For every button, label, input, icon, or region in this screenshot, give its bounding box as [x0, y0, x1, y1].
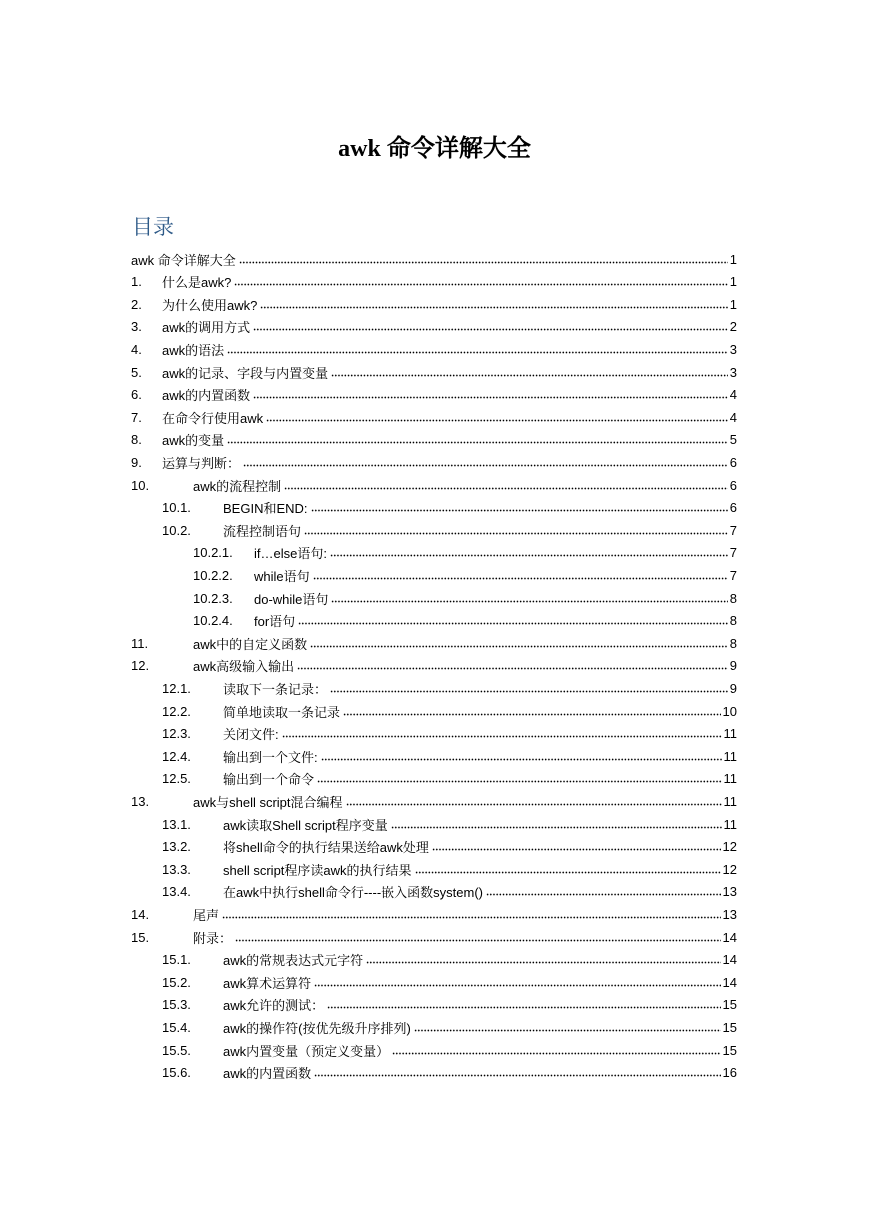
toc-entry-number: 13.3.	[162, 861, 191, 877]
toc-entry[interactable]	[131, 677, 737, 699]
toc-entry-label: awk的常规表达式元字符	[223, 953, 364, 969]
toc-dot-leader	[239, 261, 728, 264]
toc-entry-number: 3.	[131, 319, 142, 335]
toc-entry-label: BEGIN和END:	[223, 501, 308, 517]
toc-entry[interactable]	[131, 519, 737, 541]
toc-entry-label: 读取下一条记录：	[223, 681, 328, 697]
toc-entry[interactable]	[131, 971, 737, 993]
toc-entry[interactable]	[131, 745, 737, 767]
toc-entry[interactable]	[131, 813, 737, 835]
toc-entry-number: 10.	[131, 477, 150, 493]
toc-entry-label: awk中的自定义函数	[193, 636, 308, 652]
toc-entry-number: 10.2.4.	[193, 613, 233, 629]
toc-dot-leader	[298, 622, 728, 625]
toc-dot-leader	[343, 713, 721, 716]
toc-entry-label: 在awk中执行shell命令行----嵌入函数system()	[223, 885, 484, 901]
toc-entry-number: 15.5.	[162, 1042, 191, 1058]
toc-page-number: 13	[722, 884, 737, 900]
toc-entry[interactable]	[131, 361, 737, 383]
toc-dot-leader	[253, 328, 728, 331]
toc-entry[interactable]	[131, 836, 737, 858]
toc-entry[interactable]	[131, 790, 737, 812]
toc-entry-number: 13.4.	[162, 884, 191, 900]
toc-entry-label: awk高级输入输出	[193, 659, 295, 675]
toc-entry-number: 13.2.	[162, 839, 191, 855]
toc-dot-leader	[313, 577, 728, 580]
toc-entry-label: 在命令行使用awk	[162, 410, 264, 426]
toc-page-number: 1	[729, 274, 737, 290]
toc-entry-number: 4.	[131, 341, 142, 357]
toc-entry-number: 15.1.	[162, 952, 191, 968]
toc-dot-leader	[227, 441, 728, 444]
toc-entry-number: 9.	[131, 454, 142, 470]
toc-entry-number: 12.	[131, 658, 150, 674]
toc-entry[interactable]	[131, 858, 737, 880]
toc-entry[interactable]	[131, 768, 737, 790]
toc-entry-label: awk的流程控制	[193, 478, 282, 494]
toc-dot-leader	[331, 374, 728, 377]
toc-entry-number: 13.1.	[162, 816, 191, 832]
toc-dot-leader	[432, 848, 721, 851]
toc-entry-number: 2.	[131, 296, 142, 312]
toc-entry-label: awk的变量	[162, 433, 225, 449]
toc-entry-label: 为什么使用awk?	[162, 297, 258, 313]
toc-entry[interactable]	[131, 610, 737, 632]
toc-page-number: 1	[729, 296, 737, 312]
toc-entry[interactable]	[131, 293, 737, 315]
toc-dot-leader	[486, 893, 721, 896]
toc-page-number: 7	[729, 567, 737, 583]
toc-page-number: 11	[723, 748, 737, 764]
toc-page-number: 11	[723, 816, 737, 832]
toc-dot-leader	[243, 464, 728, 467]
toc-dot-leader	[317, 780, 721, 783]
toc-dot-leader	[330, 690, 728, 693]
toc-page-number: 14	[722, 952, 737, 968]
toc-dot-leader	[304, 532, 728, 535]
toc-entry[interactable]	[131, 903, 737, 925]
toc-page-number: 15	[722, 997, 737, 1013]
toc-page-number: 3	[729, 364, 737, 380]
toc-entry-label: 将shell命令的执行结果送给awk处理	[223, 840, 429, 856]
toc-entry-label: awk的内置函数	[223, 1066, 312, 1082]
toc-dot-leader	[235, 939, 721, 942]
toc-page-number: 8	[729, 635, 737, 651]
toc-page-number: 12	[722, 861, 737, 877]
toc-dot-leader	[282, 735, 722, 738]
toc-entry-number: 11.	[131, 635, 149, 651]
toc-entry-label: while语句	[254, 568, 310, 584]
toc-entry-label: 简单地读取一条记录	[223, 704, 341, 720]
toc-entry-label: 流程控制语句	[223, 523, 302, 539]
toc-dot-leader	[266, 419, 728, 422]
toc-page-number: 15	[722, 1042, 737, 1058]
toc-entry[interactable]	[131, 384, 737, 406]
toc-page-number: 8	[729, 613, 737, 629]
toc-dot-leader	[321, 758, 722, 761]
toc-entry[interactable]	[131, 1016, 737, 1038]
toc-entry[interactable]	[131, 248, 737, 270]
toc-entry-label: awk的操作符(按优先级升序排列)	[223, 1020, 411, 1036]
toc-entry[interactable]	[131, 474, 737, 496]
toc-entry-number: 12.2.	[162, 703, 191, 719]
toc-dot-leader	[310, 645, 728, 648]
toc-entry[interactable]	[131, 994, 737, 1016]
toc-entry[interactable]	[131, 881, 737, 903]
toc-entry[interactable]	[131, 451, 737, 473]
toc-dot-leader	[260, 306, 727, 309]
toc-entry-number: 10.2.2.	[193, 567, 233, 583]
toc-page-number: 7	[729, 545, 737, 561]
toc-page-number: 7	[729, 522, 737, 538]
toc-page-number: 1	[729, 251, 737, 267]
toc-entry-label: awk的调用方式	[162, 320, 251, 336]
toc-entry[interactable]	[131, 926, 737, 948]
toc-page-number: 5	[729, 432, 737, 448]
toc-entry-number: 10.2.1.	[193, 545, 233, 561]
toc-entry-label: 关闭文件:	[223, 727, 279, 743]
toc-dot-leader	[297, 667, 728, 670]
toc-entry-label: awk内置变量（预定义变量）	[223, 1043, 390, 1059]
toc-entry[interactable]	[131, 271, 737, 293]
toc-entry[interactable]	[131, 700, 737, 722]
toc-page-number: 11	[723, 793, 737, 809]
toc-entry-label: shell script程序读awk的执行结果	[223, 862, 412, 878]
toc-entry[interactable]	[131, 655, 737, 677]
toc-dot-leader	[330, 554, 728, 557]
toc-page-number: 11	[723, 726, 737, 742]
toc-page-number: 6	[729, 477, 737, 493]
toc-entry-label: awk允许的测试：	[223, 998, 325, 1014]
toc-dot-leader	[366, 961, 720, 964]
toc-entry-label: if…else语句:	[254, 546, 327, 562]
toc-dot-leader	[415, 871, 721, 874]
toc-page-number: 6	[729, 454, 737, 470]
toc-entry-label: 运算与判断：	[162, 455, 241, 471]
toc-page-number: 13	[722, 906, 737, 922]
toc-entry[interactable]	[131, 406, 737, 428]
toc-entry-label: awk的记录、字段与内置变量	[162, 365, 329, 381]
toc-entry-label: awk的内置函数	[162, 388, 251, 404]
toc-dot-leader	[392, 1052, 720, 1055]
toc-entry-label: 输出到一个命令	[223, 772, 315, 788]
toc-page-number: 4	[729, 387, 737, 403]
toc-dot-leader	[346, 803, 722, 806]
toc-entry[interactable]	[131, 429, 737, 451]
toc-entry[interactable]	[131, 316, 737, 338]
toc-entry-number: 12.4.	[162, 748, 191, 764]
toc-dot-leader	[331, 600, 727, 603]
toc-dot-leader	[391, 826, 722, 829]
toc-entry-label: 输出到一个文件:	[223, 749, 318, 765]
toc-dot-leader	[234, 283, 727, 286]
toc-dot-leader	[227, 351, 728, 354]
toc-entry-number: 10.1.	[162, 500, 191, 516]
toc-page-number: 2	[729, 319, 737, 335]
toc-entry-number: 10.2.3.	[193, 590, 233, 606]
toc-entry-label: for语句	[254, 614, 296, 630]
toc-entry-label: awk 命令详解大全	[131, 252, 236, 268]
toc-entry-label: awk读取Shell script程序变量	[223, 817, 388, 833]
toc-entry-number: 15.4.	[162, 1019, 191, 1035]
toc-entry-number: 12.1.	[162, 680, 191, 696]
toc-dot-leader	[327, 1006, 720, 1009]
toc-page-number: 8	[729, 590, 737, 606]
toc-page-number: 12	[722, 839, 737, 855]
toc-entry[interactable]	[131, 949, 737, 971]
toc-entry-number: 5.	[131, 364, 142, 380]
toc-entry[interactable]	[131, 723, 737, 745]
toc-entry-label: 什么是awk?	[162, 275, 232, 291]
toc-entry[interactable]	[131, 497, 737, 519]
toc-page-number: 4	[729, 409, 737, 425]
toc-entry-number: 10.2.	[162, 522, 191, 538]
toc-entry-number: 12.3.	[162, 726, 191, 742]
toc-entry[interactable]	[131, 542, 737, 564]
toc-entry-number: 12.5.	[162, 771, 191, 787]
toc-entry-number: 15.	[131, 929, 150, 945]
toc-entry-number: 6.	[131, 387, 142, 403]
toc-entry-number: 7.	[131, 409, 142, 425]
toc-entry-label: awk与shell script混合编程	[193, 794, 343, 810]
toc-entry-number: 13.	[131, 793, 150, 809]
toc-entry-number: 8.	[131, 432, 142, 448]
toc-page-number: 3	[729, 341, 737, 357]
toc-dot-leader	[284, 487, 728, 490]
toc-entry-label: do-while语句	[254, 591, 329, 607]
toc-dot-leader	[314, 1074, 720, 1077]
toc-page-number: 14	[722, 929, 737, 945]
toc-entry-number: 15.3.	[162, 997, 191, 1013]
document-title: awk 命令详解大全	[338, 136, 531, 162]
toc-entry-label: 附录：	[193, 930, 233, 946]
toc-entry[interactable]	[131, 587, 737, 609]
toc-entry[interactable]	[131, 1039, 737, 1061]
toc-entry[interactable]	[131, 564, 737, 586]
toc-page-number: 14	[722, 974, 737, 990]
toc-page-number: 9	[729, 680, 737, 696]
toc-dot-leader	[311, 509, 728, 512]
toc-entry-number: 1.	[131, 274, 142, 290]
toc-dot-leader	[314, 984, 720, 987]
toc-entry[interactable]	[131, 1062, 737, 1084]
toc-entry-label: awk算术运算符	[223, 975, 312, 991]
toc-dot-leader	[414, 1029, 721, 1032]
toc-page-number: 6	[729, 500, 737, 516]
toc-entry-number: 14.	[131, 906, 150, 922]
toc-page-number: 16	[722, 1065, 737, 1081]
toc-dot-leader	[222, 916, 721, 919]
toc-entry-number: 15.2.	[162, 974, 191, 990]
toc-page-number: 15	[722, 1019, 737, 1035]
toc-entry-label: 尾声	[193, 907, 220, 923]
toc-heading: 目录	[132, 216, 174, 239]
toc-entry-number: 15.6.	[162, 1065, 191, 1081]
toc-entry-label: awk的语法	[162, 342, 225, 358]
toc-dot-leader	[253, 396, 728, 399]
toc-entry[interactable]	[131, 632, 737, 654]
toc-page-number: 9	[729, 658, 737, 674]
toc-page-number: 10	[722, 703, 737, 719]
toc-page-number: 11	[723, 771, 737, 787]
toc-entry[interactable]	[131, 338, 737, 360]
